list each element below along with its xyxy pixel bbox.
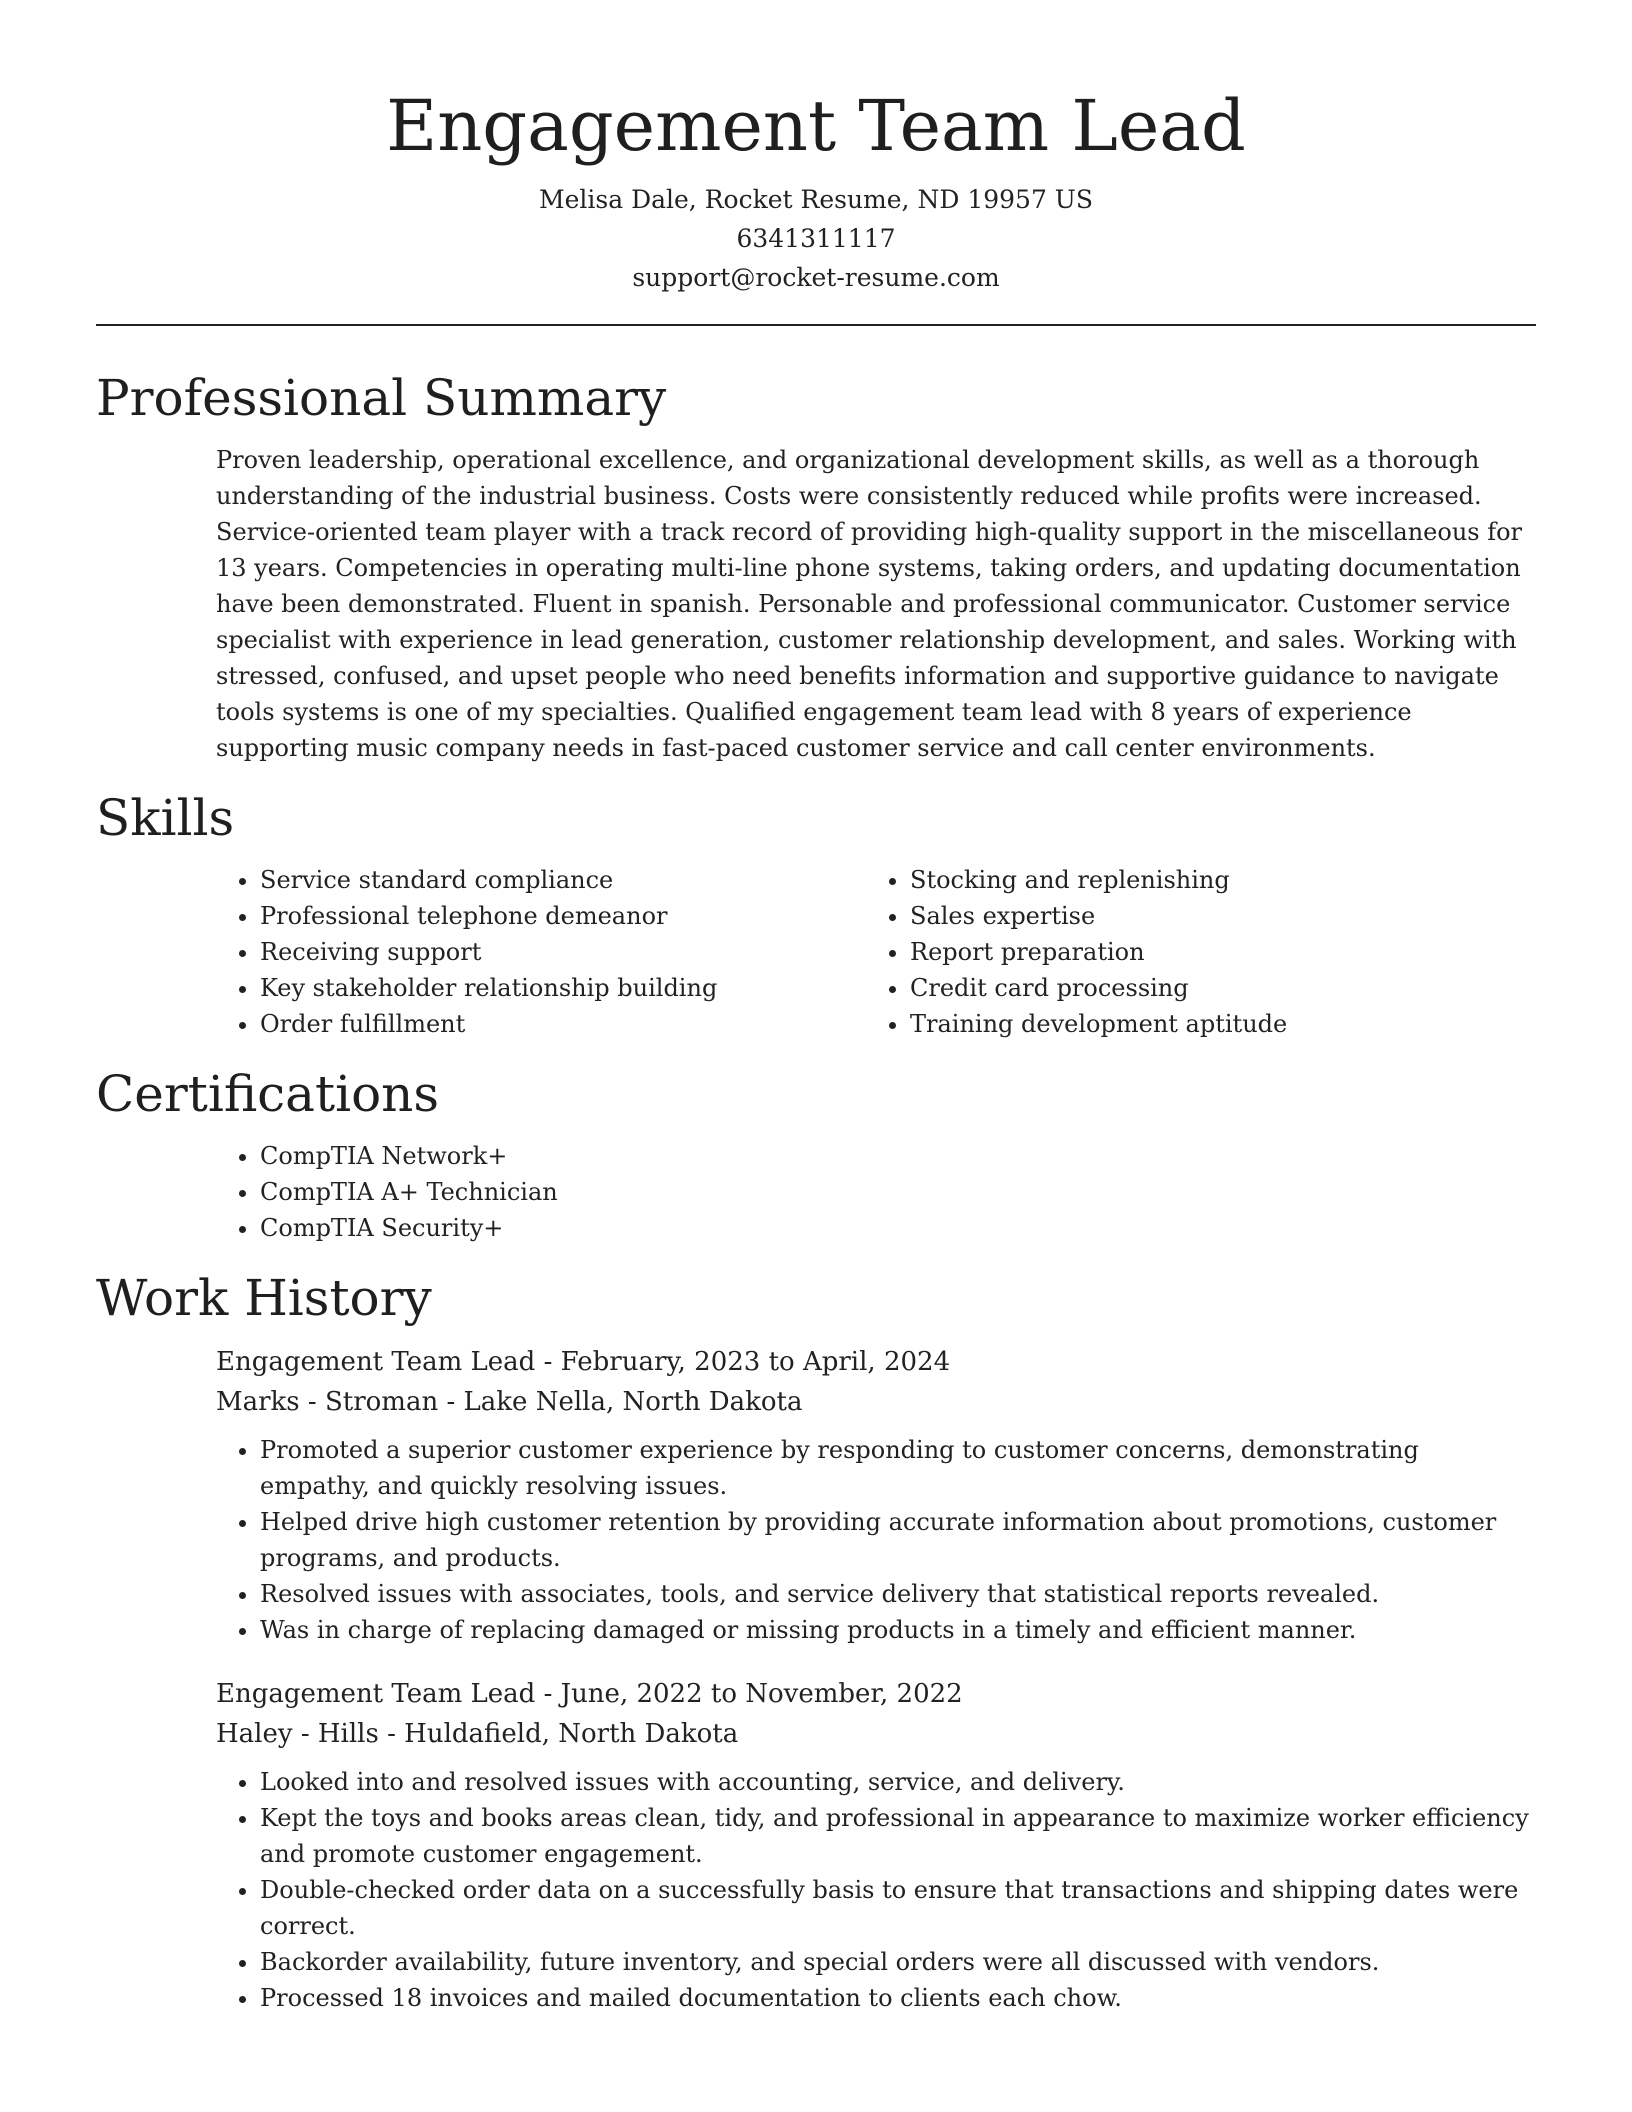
work-history-heading: Work History: [96, 1269, 432, 1327]
skill-item: • Professional telephone demeanor: [260, 898, 866, 934]
contact-email: support@rocket-resume.com: [632, 263, 1000, 292]
contact-info: [96, 180, 1536, 297]
job-entry: [216, 1342, 1536, 1648]
certification-item: • CompTIA Network+: [260, 1138, 1536, 1174]
certifications-section: [96, 1062, 1536, 1246]
certifications-heading: Certifications: [96, 1065, 440, 1123]
job-bullet: • Promoted a superior customer experience by responding to customer concerns, demonstrating empathy, and quickly resolving issues.: [260, 1432, 1536, 1504]
resume-title: Engagement Team Lead: [386, 85, 1246, 167]
job-bullet: • Backorder availability, future inventory, and special orders were all discussed with vendors.: [260, 1944, 1536, 1980]
summary-body: [216, 442, 1536, 766]
skills-grid: [216, 862, 1536, 1042]
job-bullet: • Helped drive high customer retention by providing accurate information about promotions, customer programs, and products.: [260, 1504, 1536, 1576]
skill-item: • Sales expertise: [910, 898, 1516, 934]
job-entry: [216, 1674, 1536, 2016]
work-history-body: [216, 1342, 1536, 2016]
skill-item: • Report preparation: [910, 934, 1516, 970]
job-company-location: Marks - Stroman - Lake Nella, North Dakota: [216, 1387, 803, 1417]
job-bullet: • Kept the toys and books areas clean, tidy, and professional in appearance to maximize worker efficiency and promote customer engagement.: [260, 1800, 1536, 1872]
job-bullet: • Processed 18 invoices and mailed documentation to clients each chow.: [260, 1980, 1536, 2016]
resume-page: [96, 0, 1536, 2042]
skills-column-left: [216, 862, 866, 1042]
job-company-location: Haley - Hills - Huldafield, North Dakota: [216, 1719, 739, 1749]
skill-item: • Stocking and replenishing: [910, 862, 1516, 898]
skills-column-right: [866, 862, 1516, 1042]
job-bullet: • Was in charge of replacing damaged or missing products in a timely and efficient manner.: [260, 1612, 1536, 1648]
certifications-body: [216, 1138, 1536, 1246]
skills-section: [96, 786, 1536, 1042]
resume-header: [96, 0, 1536, 297]
contact-address: Melisa Dale, Rocket Resume, ND 19957 US: [539, 185, 1093, 214]
job-bullet: • Resolved issues with associates, tools, and service delivery that statistical reports revealed.: [260, 1576, 1536, 1612]
certification-item: • CompTIA Security+: [260, 1210, 1536, 1246]
summary-heading: Professional Summary: [96, 369, 667, 427]
job-bullet: • Looked into and resolved issues with accounting, service, and delivery.: [260, 1764, 1536, 1800]
summary-section: [96, 366, 1536, 766]
skill-item: • Order fulfillment: [260, 1006, 866, 1042]
skill-item: • Receiving support: [260, 934, 866, 970]
skill-item: • Key stakeholder relationship building: [260, 970, 866, 1006]
contact-phone: 6341311117: [736, 224, 896, 253]
skills-heading: Skills: [96, 789, 235, 847]
job-bullet: • Double-checked order data on a successfully basis to ensure that transactions and shipping dates were correct.: [260, 1872, 1536, 1944]
work-history-section: [96, 1266, 1536, 2016]
job-title-dates: Engagement Team Lead - February, 2023 to April, 2024: [216, 1347, 951, 1377]
skill-item: • Credit card processing: [910, 970, 1516, 1006]
header-divider: [96, 324, 1536, 326]
job-title-dates: Engagement Team Lead - June, 2022 to November, 2022: [216, 1679, 963, 1709]
summary-text: Proven leadership, operational excellence, and organizational development skills, as well as a thorough understanding of the industrial business. Costs were consistently reduced while profits were increased. Service-oriented team player with a track record of providing high-quality support in the miscellaneous for 13 years. Competencies in operating multi-line phone systems, taking orders, and updating documentation have been demonstrated. Fluent in spanish. Personable and professional communicator. Customer service specialist with experience in lead generation, customer relationship development, and sales. Working with stressed, confused, and upset people who need benefits information and supportive guidance to navigate tools systems is one of my specialties. Qualified engagement team lead with 8 years of experience supporting music company needs in fast-paced customer service and call center environments.: [216, 446, 1523, 762]
certification-item: • CompTIA A+ Technician: [260, 1174, 1536, 1210]
skill-item: • Service standard compliance: [260, 862, 866, 898]
skill-item: • Training development aptitude: [910, 1006, 1516, 1042]
